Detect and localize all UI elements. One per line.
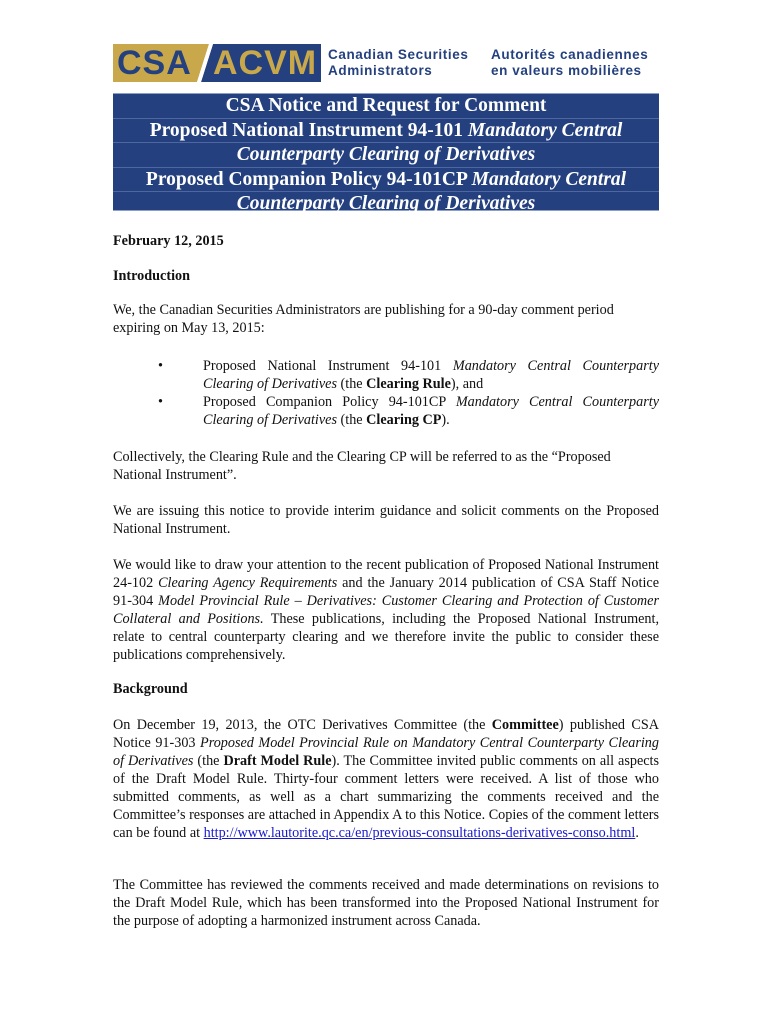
logo-french-name: Autorités canadiennes en valeurs mobilières — [491, 47, 649, 78]
comment-letters-link[interactable]: http://www.lautorite.qc.ca/en/previous-consultations-derivatives-conso.html — [203, 825, 636, 841]
intro-paragraph-3: We are issuing this notice to provide interim guidance and solicit comments on the Proposed National Instrument. — [113, 503, 659, 537]
logo-acvm-text: ACVM — [213, 44, 318, 82]
bullet-icon: • — [158, 358, 163, 374]
title-line-3: Counterparty Clearing of Derivatives — [113, 143, 659, 168]
intro-paragraph-4: We would like to draw your attention to the recent publication of Proposed National Instrument 24-102 Clearing Agency Requirements and the January 2014 publication of CSA Staff Notice 91-304 Model Provincial Rule – Derivatives: Customer Clearing and Protection of Customer Collateral and Positions. These publications, including the Proposed National Instrument, relate to central counterparty clearing and we therefore invite the public to consider these publications comprehensively. — [113, 557, 660, 663]
notice-date: February 12, 2015 — [113, 233, 224, 249]
introduction-heading: Introduction — [113, 268, 190, 284]
notice-title-box — [113, 93, 659, 214]
background-paragraph-1: On December 19, 2013, the OTC Derivatives Committee (the Committee) published CSA Notice 91-303 Proposed Model Provincial Rule on Mandatory Central Counterparty Clearing of Derivatives (the Draft Model Rule). The Committee invited public comments on all aspects of the Draft Model Rule. Thirty-four comment letters were received. A list of those who submitted comments, as well as a chart summarizing the comments received and the Committee’s responses are attached in Appendix A to this Notice. Copies of the comment letters can be found at http://www.lautorite.qc.ca/en/previous-consultations-derivatives-conso.html. — [113, 717, 660, 841]
intro-paragraph-2: Collectively, the Clearing Rule and the Clearing CP will be referred to as the “Proposed National Instrument”. — [113, 449, 611, 483]
title-line-1: CSA Notice and Request for Comment — [113, 94, 659, 119]
bullet-icon: • — [158, 394, 163, 410]
intro-paragraph-1: We, the Canadian Securities Administrators are publishing for a 90-day comment period expiring on May 13, 2015: — [113, 302, 614, 336]
background-paragraph-2: The Committee has reviewed the comments received and made determinations on revisions to the Draft Model Rule, which has been transformed into the Proposed National Instrument for the purpose of adopting a harmonized instrument across Canada. — [113, 877, 659, 929]
title-line-4: Proposed Companion Policy 94-101CP Mandatory Central — [113, 168, 659, 193]
title-line-2: Proposed National Instrument 94-101 Mandatory Central — [113, 119, 659, 144]
bullet-list — [113, 357, 659, 429]
csa-acvm-logo — [113, 44, 659, 82]
list-item: • Proposed National Instrument 94-101 Mandatory Central Counterparty Clearing of Derivatives (the Clearing Rule), and — [158, 358, 659, 392]
list-item: • Proposed Companion Policy 94-101CP Mandatory Central Counterparty Clearing of Derivatives (the Clearing CP). — [158, 394, 659, 428]
logo-english-name: Canadian Securities Administrators — [328, 47, 469, 78]
background-heading: Background — [113, 681, 188, 697]
title-line-5: Counterparty Clearing of Derivatives — [236, 193, 536, 214]
logo-csa-text: CSA — [117, 44, 192, 82]
